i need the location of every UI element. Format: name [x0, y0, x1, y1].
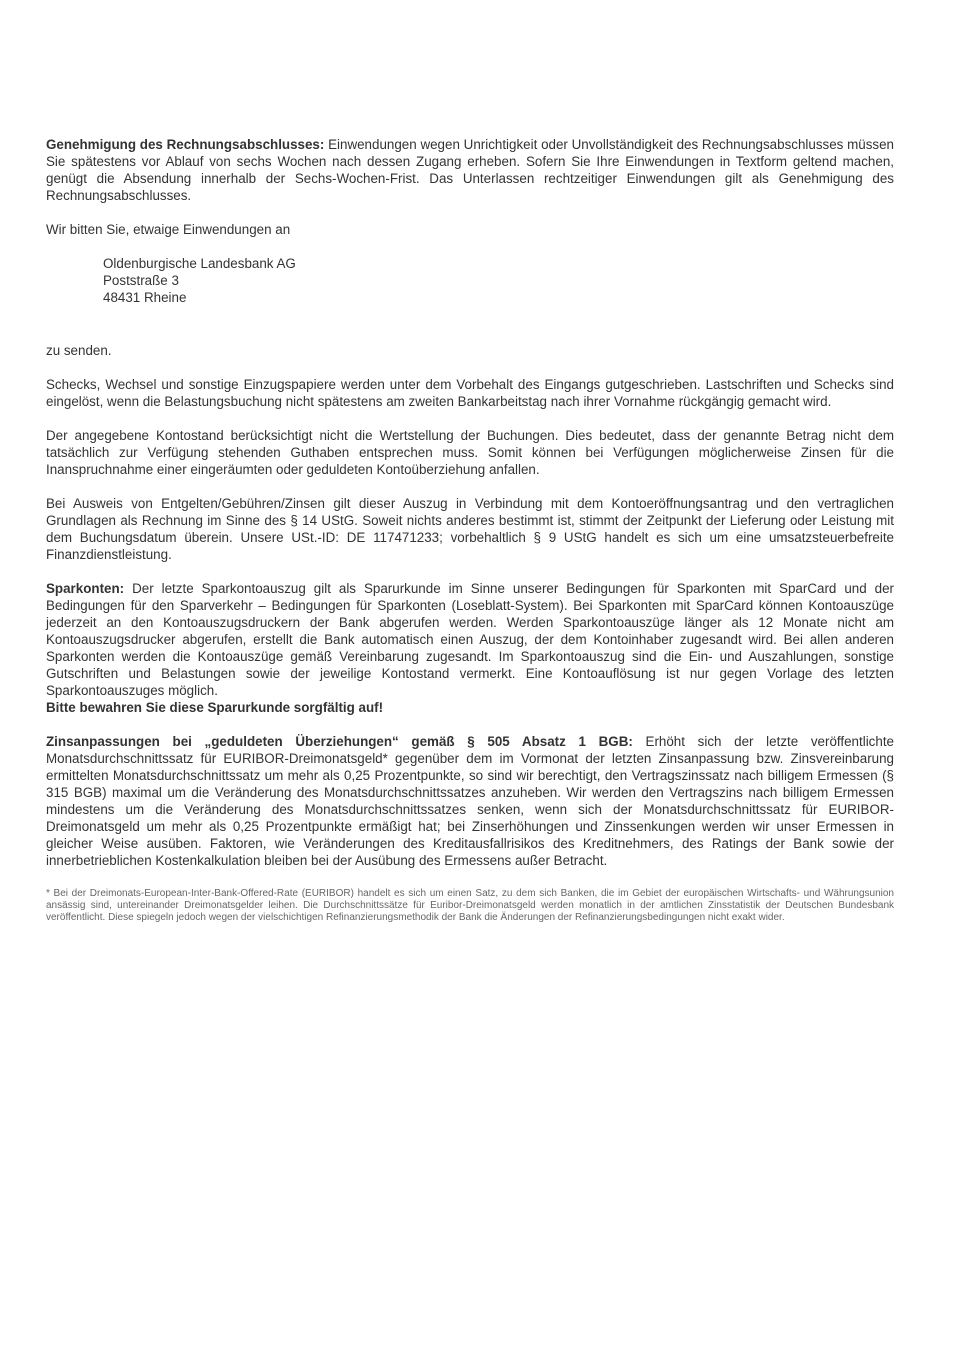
savings-text: Der letzte Sparkontoauszug gilt als Sparurkunde im Sinne unserer Bedingungen für Sparkonten mit SparCard und der Bedingungen für den Sparverkehr – Bedingungen für Sparkonten (Loseblatt-System). Bei Sparkonten mit SparCard können Kontoauszüge jederzeit an den Kontoauszugsdruckern der Bank abgerufen werden. Werden Sparkontoauszüge länger als 12 Monate nicht am Kontoauszugsdrucker abgerufen, erstellt die Bank automatisch einen Auszug, der dem Kontoinhaber zugesandt wird. Bei allen anderen Sparkonten werden die Kontoauszüge gemäß Vereinbarung zugesandt. Im Sparkontoauszug sind die Ein- und Auszahlungen, sonstige Gutschriften und Belastungen sowie der jeweilige Kontostand vermerkt. Eine Kontoauflösung ist nur gegen Vorlage des letzten Sparkontoauszuges möglich.	[46, 581, 894, 698]
savings-heading: Sparkonten:	[46, 581, 125, 596]
savings-notice	[46, 699, 894, 716]
interest-paragraph	[46, 733, 894, 869]
approval-paragraph	[46, 136, 894, 204]
address-city: 48431 Rheine	[103, 290, 187, 305]
approval-text: Einwendungen wegen Unrichtigkeit oder Unvollständigkeit des Rechnungsabschlusses müssen Sie spätestens vor Ablauf von sechs Wochen nach dessen Zugang erheben. Sofern Sie Ihre Einwendungen in Textform geltend machen, genügt die Absendung innerhalb der Sechs-Wochen-Frist. Das Unterlassen rechtzeitiger Einwendungen gilt als Genehmigung des Rechnungsabschlusses.	[46, 137, 894, 203]
approval-heading: Genehmigung des Rechnungsabschlusses:	[46, 137, 325, 152]
document-page	[46, 136, 894, 924]
address-name: Oldenburgische Landesbank AG	[103, 256, 296, 271]
bank-address	[46, 255, 894, 306]
savings-notice-text: Bitte bewahren Sie diese Sparurkunde sorgfältig auf!	[46, 700, 384, 715]
interest-heading: Zinsanpassungen bei „geduldeten Überziehungen“ gemäß § 505 Absatz 1 BGB:	[46, 734, 633, 749]
balance-paragraph: Der angegebene Kontostand berücksichtigt nicht die Wertstellung der Buchungen. Dies bedeutet, dass der genannte Betrag nicht dem tatsächlich zur Verfügung stehenden Guthaben entsprechen muss. Somit können bei Verfügungen möglicherweise Zinsen für die Inanspruchnahme einer eingeräumten oder geduldeten Kontoüberziehung anfallen.	[46, 428, 894, 477]
checks-paragraph: Schecks, Wechsel und sonstige Einzugspapiere werden unter dem Vorbehalt des Eingangs gutgeschrieben. Lastschriften und Schecks sind eingelöst, wenn die Belastungsbuchung nicht spätestens am zweiten Bankarbeitstag nach ihrer Vornahme rückgängig gemacht wird.	[46, 377, 894, 409]
invoice-paragraph: Bei Ausweis von Entgelten/Gebühren/Zinsen gilt dieser Auszug in Verbindung mit dem Kontoeröffnungsantrag und den vertraglichen Grundlagen als Rechnung im Sinne des § 14 UStG. Soweit nichts anderes bestimmt ist, stimmt der Zeitpunkt der Lieferung oder Leistung mit dem Buchungsdatum überein. Unsere USt.-ID: DE 117471233; vorbehaltlich § 9 UStG handelt es sich um eine umsatzsteuerbefreite Finanzdienstleistung.	[46, 496, 894, 562]
savings-paragraph	[46, 580, 894, 699]
address-street: Poststraße 3	[103, 273, 179, 288]
interest-text: Erhöht sich der letzte veröffentlichte Monatsdurchschnittssatz für EURIBOR-Dreimonatsgeld* gegenüber dem im Vormonat der letzten Zinsanpassung bzw. Zinsvereinbarung ermittelten Monatsdurchschnittssatz um mehr als 0,25 Prozentpunkte, so sind wir berechtigt, den Vertragszinssatz nach billigem Ermessen (§ 315 BGB) maximal um die Veränderung des Monatsdurchschnittssatzes anzuheben. Wir werden den Vertragszins nach billigem Ermessen mindestens um die Veränderung des Monatsdurchschnittssatzes senken, wenn sich der Monatsdurchschnittssatz für EURIBOR-Dreimonatsgeld um mehr als 0,25 Prozentpunkte ermäßigt hat; bei Zinserhöhungen und Zinssenkungen werden wir unser Ermessen in gleicher Weise ausüben. Faktoren, wie Veränderungen des Kreditausfallrisikos des Kreditnehmers, des Ratings der Bank sowie der innerbetrieblichen Kostenkalkulation bleiben bei der Ausübung des Ermessens außer Betracht.	[46, 734, 894, 868]
footnote: * Bei der Dreimonats-European-Inter-Bank-Offered-Rate (EURIBOR) handelt es sich um einen Satz, zu dem sich Banken, die im Gebiet der europäischen Wirtschafts- und Währungsunion ansässig sind, untereinander Dreimonatsgelder leihen. Die Durchschnittssätze für Euribor-Dreimonatsgeld werden monatlich in der amtlichen Zinsstatistik der Deutschen Bundesbank veröffentlicht. Diese spiegeln jedoch wegen der vielschichtigen Refinanzierungsmethodik der Bank die Änderungen der Refinanzierungsbedingungen nicht exakt wider.	[46, 888, 894, 923]
request-intro: Wir bitten Sie, etwaige Einwendungen an	[46, 222, 291, 237]
request-outro: zu senden.	[46, 343, 112, 358]
